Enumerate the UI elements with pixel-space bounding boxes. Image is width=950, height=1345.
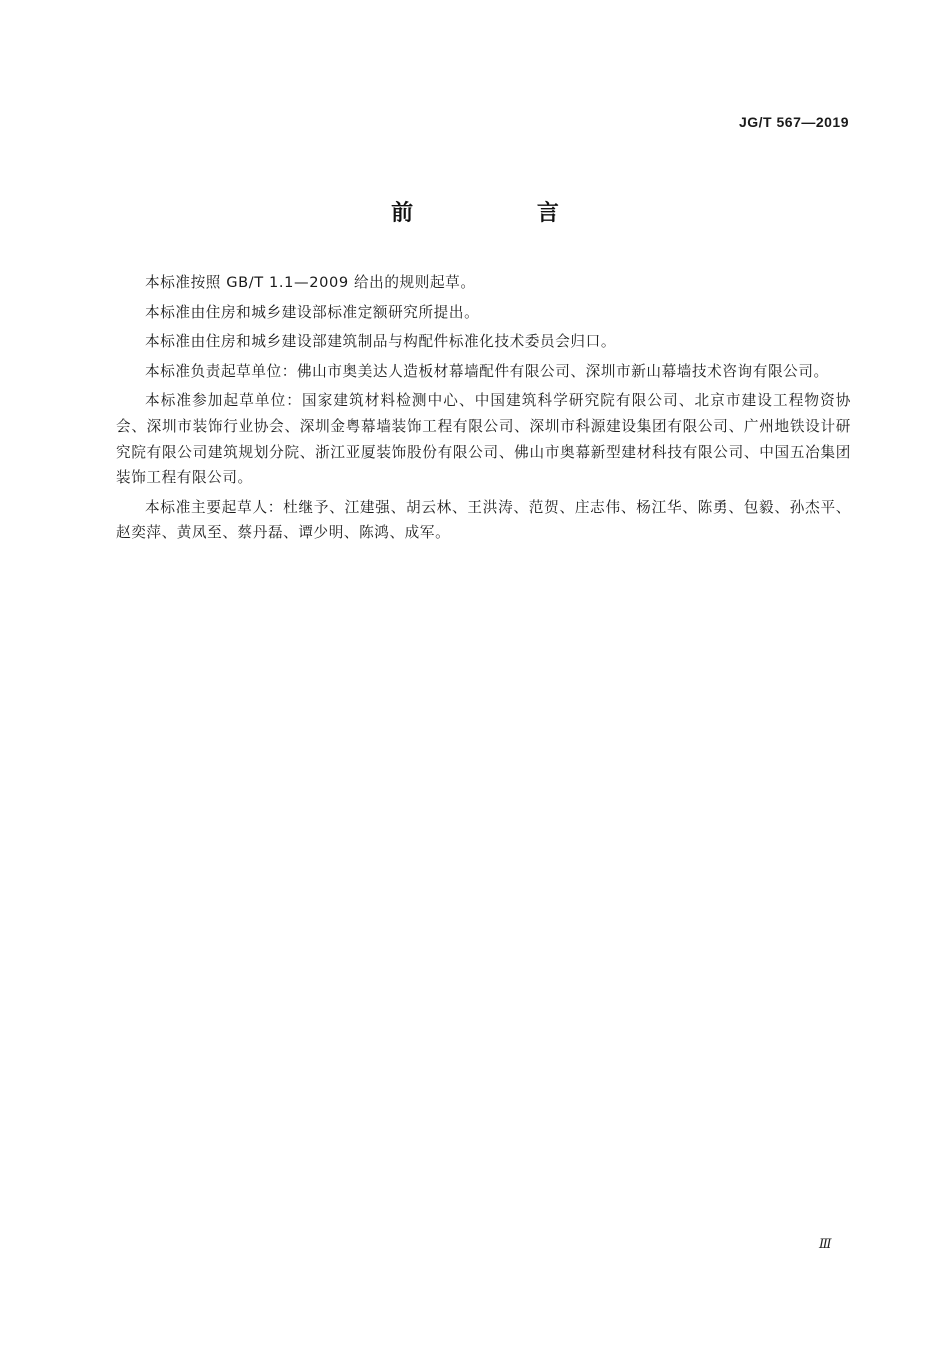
paragraph-participating-drafters: 本标准参加起草单位：国家建筑材料检测中心、中国建筑科学研究院有限公司、北京市建设工程物资协会、深圳市装饰行业协会、深圳金粤幕墙装饰工程有限公司、深圳市科源建设集团有限公司、广州地铁设计研究院有限公司建筑规划分院、浙江亚厦装饰股份有限公司、佛山市奥幕新型建材科技有限公司、中国五冶集团装饰工程有限公司。	[116, 392, 851, 487]
paragraph-drafting-rules: 本标准按照 GB/T 1.1—2009 给出的规则起草。	[145, 274, 476, 291]
standard-code: JG/T 567—2019	[738, 114, 849, 130]
section-title: 前 言	[391, 201, 617, 226]
paragraph-main-authors: 本标准主要起草人：杜继予、江建强、胡云林、王洪涛、范贺、庄志伟、杨江华、陈勇、包毅、孙杰平、赵奕萍、黄凤至、蔡丹磊、谭少明、陈鸿、成军。	[116, 498, 851, 542]
paragraph-centralized-by: 本标准由住房和城乡建设部建筑制品与构配件标准化技术委员会归口。	[145, 333, 617, 351]
paragraph-proposer: 本标准由住房和城乡建设部标准定额研究所提出。	[145, 303, 480, 321]
paragraph-lead-drafters: 本标准负责起草单位：佛山市奥美达人造板材幕墙配件有限公司、深圳市新山幕墙技术咨询有限公司。	[145, 362, 829, 380]
foreword-body	[116, 270, 851, 550]
page-number: Ⅲ	[819, 1236, 832, 1251]
